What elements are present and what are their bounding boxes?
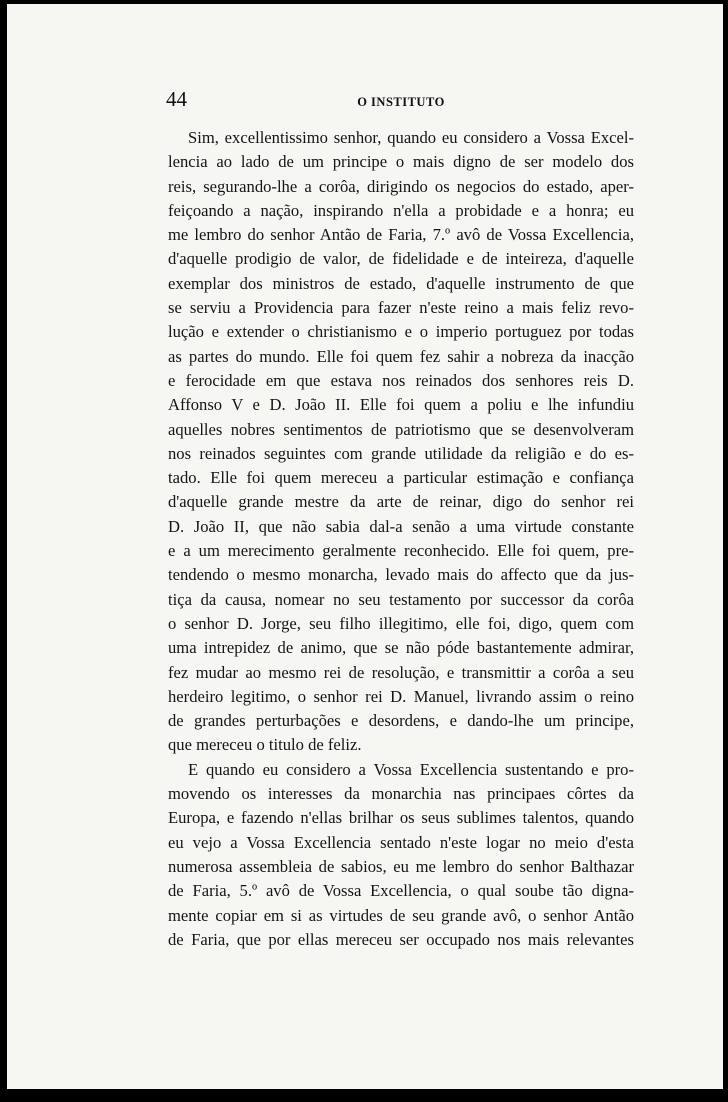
text-line: mente copiar em si as virtudes de seu grande avô, o senhor Antão	[168, 905, 634, 925]
text-line: D. João II, que não sabia dal-a senão a uma virtude constante	[168, 516, 634, 536]
text-line: que mereceu o titulo de feliz.	[168, 735, 362, 755]
page-header	[166, 87, 636, 117]
text-line: tado. Elle foi quem mereceu a particular estimação e confiança	[168, 468, 634, 488]
paragraph	[168, 126, 634, 758]
running-title: O INSTITUTO	[357, 95, 445, 109]
text-line: movendo os interesses da monarchia nas principaes côrtes da	[168, 784, 634, 804]
text-line: aquelles nobres sentimentos de patriotismo que se desenvolveram	[168, 419, 634, 439]
text-line: de grandes perturbações e desordens, e dando-lhe um principe,	[168, 711, 634, 731]
text-line: tendendo o mesmo monarcha, levado mais do affecto que da jus-	[168, 565, 634, 585]
text-line: de Faria, 5.º avô de Vossa Excellencia, o qual soube tão digna-	[168, 881, 634, 901]
text-line: d'aquelle prodigio de valor, de fidelidade e de inteireza, d'aquelle	[168, 249, 634, 269]
text-line: eu vejo a Vossa Excellencia sentado n'este logar no meio d'esta	[168, 832, 634, 852]
text-line: d'aquelle grande mestre da arte de reinar, digo do senhor rei	[168, 492, 634, 512]
text-line: Sim, excellentissimo senhor, quando eu considero a Vossa Excel-	[188, 128, 634, 147]
text-line: lencia ao lado de um principe o mais digno de ser modelo dos	[168, 152, 634, 172]
text-line: fez mudar ao mesmo rei de resolução, e transmittir a corôa a seu	[168, 662, 634, 682]
text-line: as partes do mundo. Elle foi quem fez sahir a nobreza da inacção	[168, 346, 634, 366]
text-line: me lembro do senhor Antão de Faria, 7.º avô de Vossa Excellencia,	[168, 225, 634, 245]
text-line: exemplar dos ministros de estado, d'aquelle instrumento de que	[168, 273, 634, 293]
body-text	[168, 126, 634, 952]
text-line: feiçoando a nação, inspirando n'ella a probidade e a honra; eu	[168, 200, 634, 220]
text-line: lução e extender o christianismo e o imperio portuguez por todas	[168, 322, 634, 342]
text-line: Europa, e fazendo n'ellas brilhar os seus sublimes talentos, quando	[168, 808, 634, 828]
paragraph	[168, 758, 634, 952]
text-line: de Faria, que por ellas mereceu ser occupado nos mais relevantes	[168, 929, 634, 949]
text-line: e ferocidade em que estava nos reinados dos senhores reis D.	[168, 370, 634, 390]
text-line: herdeiro legitimo, o senhor rei D. Manuel, livrando assim o reino	[168, 686, 634, 706]
text-line: reis, segurando-lhe a corôa, dirigindo os negocios do estado, aper-	[168, 176, 634, 196]
text-line: tiça da causa, nomear no seu testamento por successor da corôa	[168, 589, 634, 609]
text-line: Affonso V e D. João II. Elle foi quem a poliu e lhe infundiu	[168, 395, 634, 415]
text-line: nos reinados seguintes com grande utilidade da religião e do es-	[168, 443, 634, 463]
text-line: o senhor D. Jorge, seu filho illegitimo, elle foi, digo, quem com	[168, 613, 634, 633]
page-number: 44	[166, 87, 187, 111]
text-line: se serviu a Providencia para fazer n'este reino a mais feliz revo-	[168, 298, 634, 318]
text-line: numerosa assembleia de sabios, eu me lembro do senhor Balthazar	[168, 856, 634, 876]
text-line: uma intrepidez de animo, que se não póde bastantemente admirar,	[168, 638, 634, 658]
text-line: E quando eu considero a Vossa Excellencia sustentando e pro-	[188, 759, 634, 779]
book-page	[7, 4, 723, 1089]
text-line: e a um merecimento geralmente reconhecido. Elle foi quem, pre-	[168, 541, 634, 561]
